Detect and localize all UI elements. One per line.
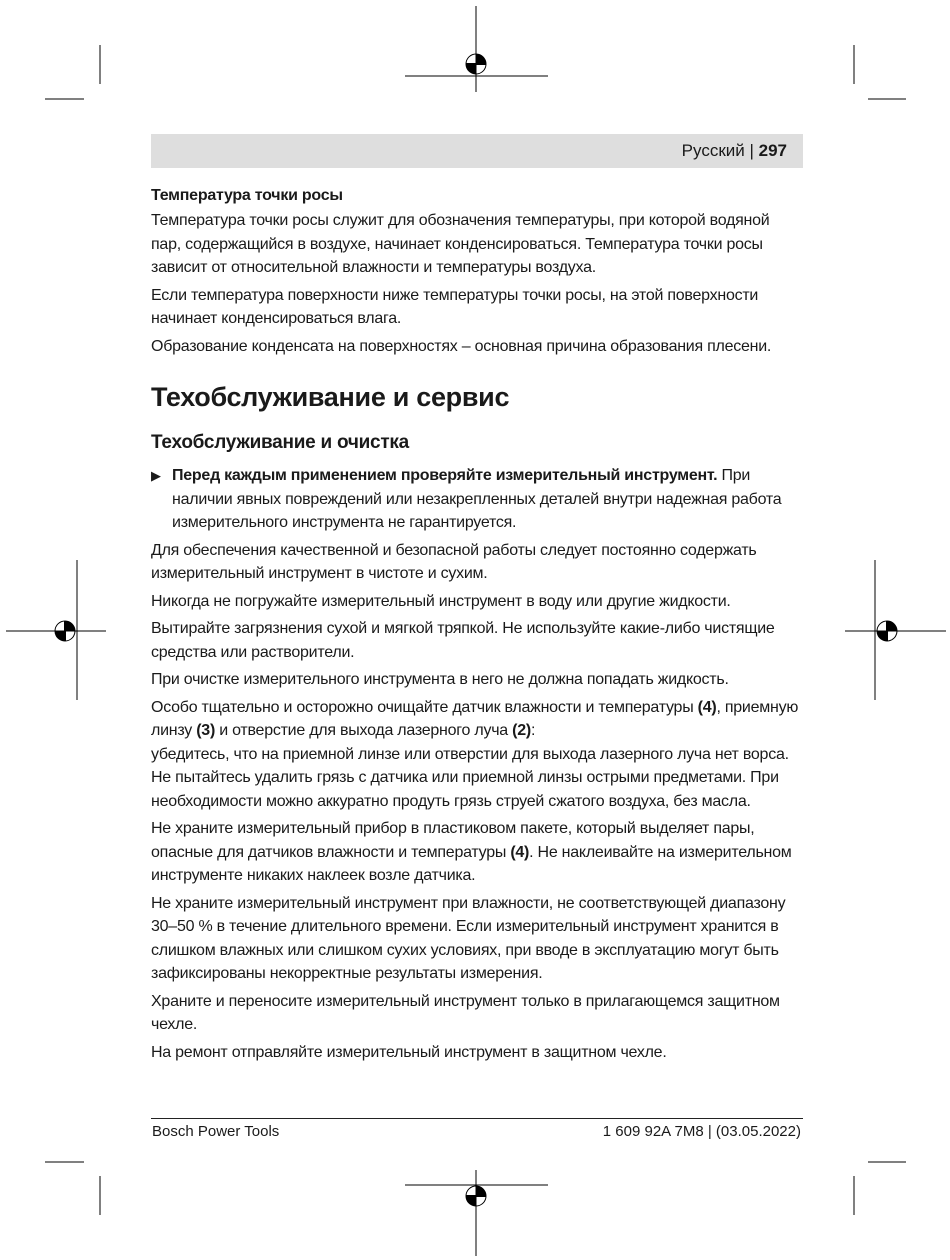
bullet-text: При наличии явных повреждений или незакрепленных деталей внутри надежная работа измерительного инструмента не гарантируется. bbox=[172, 467, 782, 531]
page-content bbox=[151, 183, 801, 1068]
service-paragraph-9: Храните и переносите измерительный инструмент только в прилагающемся защитном чехле. bbox=[151, 992, 780, 1033]
dew-point-title: Температура точки росы bbox=[151, 187, 343, 204]
arrow-bullet-icon: ▶ bbox=[151, 468, 161, 483]
p5-text-c: и отверстие для выхода лазерного луча bbox=[215, 722, 513, 739]
p5-text-d: : bbox=[530, 722, 536, 739]
service-paragraph-8: Не храните измерительный инструмент при влажности, не соответствующей диапазону 30–50 % в течение длительного времени. Если измерительный инструмент хранится в слишком влажных или слишком сухих условиях, при вводе в эксплуатацию могут быть зафиксированы некорректные результаты измерения. bbox=[151, 894, 786, 982]
ref-4: (4) bbox=[697, 698, 717, 716]
dew-point-paragraph-1: Температура точки росы служит для обозначения температуры, при которой водяной пар, содержащийся в воздухе, начинает конденсироваться. Температура точки росы зависит от относительной влажности и температуры воздуха. bbox=[151, 212, 770, 276]
p5-text-a: Особо тщательно и осторожно очищайте датчик влажности и температуры bbox=[151, 698, 698, 716]
header-text: Русский | 297 bbox=[681, 141, 787, 160]
p7-text-b: . Не наклеивайте на измерительном инструменте никаких наклеек возле датчика. bbox=[151, 843, 792, 884]
header-language: Русский bbox=[681, 141, 745, 160]
page-number: 297 bbox=[758, 141, 787, 160]
service-paragraph-5 bbox=[151, 696, 801, 743]
p7-text-a: Не храните измерительный прибор в пластиковом пакете, который выделяет пары, опасные для датчиков влажности и температуры bbox=[151, 820, 755, 861]
service-paragraph-2: Никогда не погружайте измерительный инструмент в воду или другие жидкости. bbox=[151, 592, 731, 610]
service-paragraph-6: убедитесь, что на приемной линзе или отверстии для выхода лазерного луча нет ворса. Не пытайтесь удалить грязь с датчика или приемной линзы острыми предметами. При необходимости можно аккуратно продуть грязь струей сжатого воздуха, без масла. bbox=[151, 745, 789, 810]
footer-brand: Bosch Power Tools bbox=[152, 1123, 280, 1140]
subsection-title: Техобслуживание и очистка bbox=[151, 432, 409, 453]
ref-3: (3) bbox=[196, 722, 216, 739]
service-paragraph-1: Для обеспечения качественной и безопасной работы следует постоянно содержать измерительный инструмент в чистоте и сухим. bbox=[151, 541, 757, 582]
service-paragraph-10: На ремонт отправляйте измерительный инструмент в защитном чехле. bbox=[151, 1043, 667, 1061]
warning-bullet bbox=[151, 464, 801, 535]
ref-4-second: (4) bbox=[510, 843, 530, 861]
page-footer bbox=[151, 1118, 803, 1140]
p5-text-b: , приемную линзу bbox=[151, 698, 799, 739]
service-paragraph-3: Вытирайте загрязнения сухой и мягкой тряпкой. Не используйте какие-либо чистящие средства или растворители. bbox=[151, 620, 775, 661]
page-header bbox=[151, 134, 803, 168]
dew-point-paragraph-3: Образование конденсата на поверхностях – основная причина образования плесени. bbox=[151, 337, 772, 355]
section-title: Техобслуживание и сервис bbox=[151, 382, 510, 412]
service-paragraph-7 bbox=[151, 817, 801, 888]
ref-2: (2) bbox=[512, 722, 531, 739]
footer-doc-id: 1 609 92A 7M8 | (03.05.2022) bbox=[602, 1123, 801, 1140]
bullet-lead: Перед каждым применением проверяйте измерительный инструмент. bbox=[172, 467, 718, 484]
dew-point-paragraph-2: Если температура поверхности ниже температуры точки росы, на этой поверхности начинает конденсироваться влага. bbox=[151, 286, 759, 327]
service-paragraph-4: При очистке измерительного инструмента в него не должна попадать жидкость. bbox=[151, 671, 729, 688]
